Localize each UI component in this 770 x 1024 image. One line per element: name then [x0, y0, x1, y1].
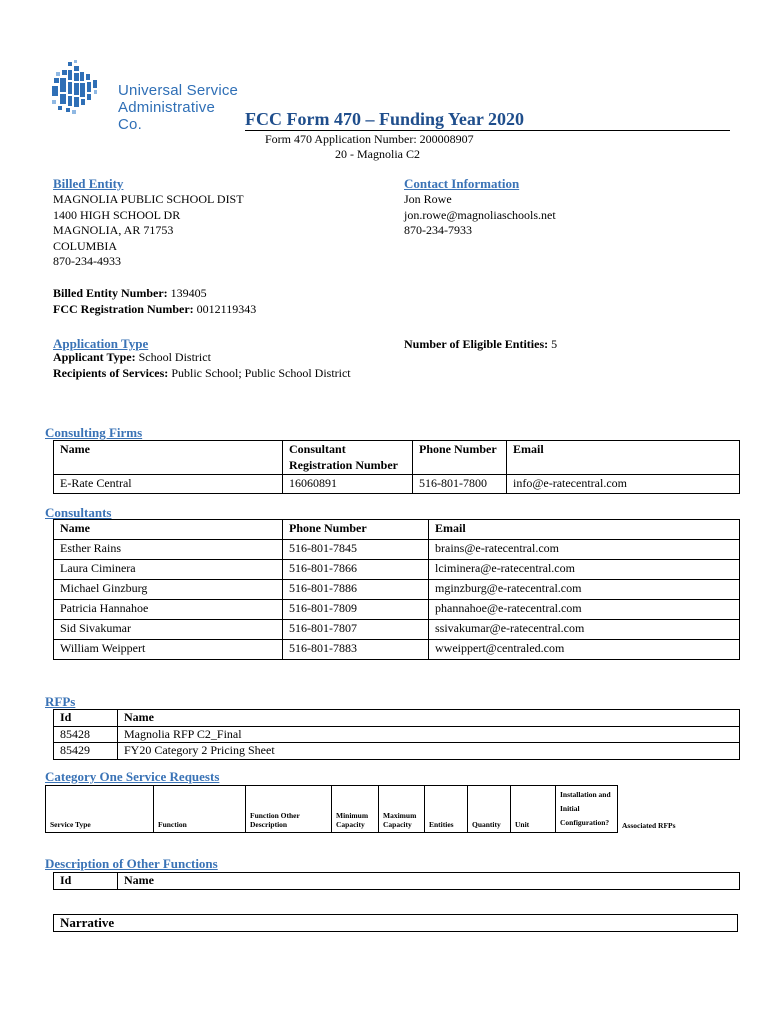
rfps-table: [53, 709, 740, 760]
narrative-section: [53, 914, 738, 932]
column-header: Id: [54, 873, 118, 890]
column-header: Phone Number: [283, 520, 429, 540]
column-header: Entities: [425, 786, 468, 833]
form-title: FCC Form 470 – Funding Year 2020: [245, 109, 524, 129]
column-header: Name: [54, 520, 283, 540]
table-cell: Magnolia RFP C2_Final: [118, 726, 740, 743]
table-header-row: [54, 710, 740, 727]
table-header-row: [46, 786, 686, 833]
table-row: [54, 640, 740, 660]
table-cell: FY20 Category 2 Pricing Sheet: [118, 743, 740, 760]
fcc-registration-value: 0012119343: [196, 301, 257, 316]
column-header: Installation and Initial Configuration?: [556, 786, 618, 833]
table-cell: 85429: [54, 743, 118, 760]
application-nickname: 20 - Magnolia C2: [335, 147, 420, 161]
table-cell: 516-801-7866: [283, 560, 429, 580]
table-cell: 85428: [54, 726, 118, 743]
table-cell: wweippert@centraled.com: [429, 640, 740, 660]
column-header: Email: [429, 520, 740, 540]
recipients-value: Public School; Public School District: [171, 365, 351, 380]
other-functions-heading: Description of Other Functions: [45, 856, 218, 871]
fcc-registration-label: FCC Registration Number:: [53, 301, 194, 316]
category-one-table: [45, 785, 685, 833]
contact-info-heading: Contact Information: [404, 176, 520, 191]
table-cell: Patricia Hannahoe: [54, 600, 283, 620]
table-row: [54, 540, 740, 560]
column-header: Unit: [511, 786, 556, 833]
table-cell: 516-801-7883: [283, 640, 429, 660]
consultants-table: [53, 519, 740, 660]
narrative-heading: Narrative: [60, 915, 115, 930]
billed-entity-heading: Billed Entity: [53, 176, 124, 191]
table-cell: 516-801-7845: [283, 540, 429, 560]
table-cell: Sid Sivakumar: [54, 620, 283, 640]
usac-logo-mark-icon: [50, 60, 114, 122]
column-header: Minimum Capacity: [332, 786, 379, 833]
consulting-firms-table: [53, 440, 740, 494]
billed-entity-line: 870-234-4933: [53, 254, 121, 268]
column-header: Name: [118, 710, 740, 727]
application-type-heading: Application Type: [53, 336, 149, 351]
table-cell: info@e-ratecentral.com: [507, 475, 740, 494]
applicant-type: [53, 350, 351, 366]
table-cell: Laura Ciminera: [54, 560, 283, 580]
contact-email: jon.rowe@magnoliaschools.net: [404, 207, 556, 222]
application-type-details: [53, 350, 351, 381]
column-header: Function: [154, 786, 246, 833]
eligible-entities-value: 5: [551, 337, 558, 351]
table-cell: Michael Ginzburg: [54, 580, 283, 600]
column-header: Service Type: [46, 786, 154, 833]
column-header: Function Other Description: [246, 786, 332, 833]
applicant-type-value: School District: [138, 350, 211, 364]
billed-entity-line: MAGNOLIA PUBLIC SCHOOL DIST: [53, 192, 244, 206]
contact-phone: 870-234-7933: [404, 223, 472, 237]
table-cell: E-Rate Central: [54, 475, 283, 494]
table-row: [54, 560, 740, 580]
consulting-firms-heading: Consulting Firms: [45, 425, 143, 440]
billed-entity-number: [53, 286, 256, 302]
table-cell: 516-801-7886: [283, 580, 429, 600]
billed-entity-line: 1400 HIGH SCHOOL DR: [53, 207, 181, 222]
table-cell: brains@e-ratecentral.com: [429, 540, 740, 560]
logo-line-1: Universal Service: [118, 82, 239, 99]
billed-entity-line: MAGNOLIA, AR 71753: [53, 223, 174, 237]
table-row: [54, 620, 740, 640]
table-cell: mginzburg@e-ratecentral.com: [429, 580, 740, 600]
table-row: [54, 726, 740, 743]
column-header: Consultant Registration Number: [283, 441, 413, 475]
table-cell: 516-801-7800: [413, 475, 507, 494]
applicant-type-label: Applicant Type:: [53, 350, 136, 364]
billed-entity-number-value: 139405: [170, 286, 207, 300]
column-header: Associated RFPs: [622, 820, 676, 830]
table-header-row: [54, 441, 740, 475]
billed-entity-line: COLUMBIA: [53, 238, 118, 253]
table-cell: William Weippert: [54, 640, 283, 660]
table-cell: 516-801-7809: [283, 600, 429, 620]
table-row: [54, 475, 740, 494]
title-divider: [245, 130, 730, 131]
fcc-registration-number: [53, 302, 256, 318]
recipients-label: Recipients of Services:: [53, 365, 169, 380]
table-cell: 16060891: [283, 475, 413, 494]
usac-logo: [50, 60, 240, 133]
column-header: Maximum Capacity: [379, 786, 425, 833]
column-header: Name: [118, 873, 740, 890]
entity-numbers: [53, 286, 256, 317]
column-header: Email: [507, 441, 740, 475]
billed-entity-number-label: Billed Entity Number:: [53, 286, 168, 300]
application-number: Form 470 Application Number: 200008907: [265, 132, 474, 146]
category-one-heading: Category One Service Requests: [45, 769, 220, 784]
rfps-heading: RFPs: [45, 694, 76, 709]
table-cell: lciminera@e-ratecentral.com: [429, 560, 740, 580]
table-row: [54, 743, 740, 760]
column-header: Name: [54, 441, 283, 475]
table-cell: 516-801-7807: [283, 620, 429, 640]
table-cell: phannahoe@e-ratecentral.com: [429, 600, 740, 620]
usac-logo-text: [118, 82, 240, 133]
consultants-heading: Consultants: [45, 505, 112, 520]
eligible-entities: [404, 337, 557, 353]
other-functions-table: [53, 872, 740, 890]
eligible-entities-label: Number of Eligible Entities:: [404, 337, 549, 351]
column-header: Id: [54, 710, 118, 727]
table-row: [54, 600, 740, 620]
table-header-row: [54, 520, 740, 540]
column-header: Quantity: [468, 786, 511, 833]
table-row: [54, 580, 740, 600]
contact-name: Jon Rowe: [404, 192, 452, 206]
table-cell: ssivakumar@e-ratecentral.com: [429, 620, 740, 640]
table-cell: Esther Rains: [54, 540, 283, 560]
column-header: Phone Number: [413, 441, 507, 475]
recipients-of-services: [53, 366, 351, 382]
contact-info: [404, 192, 556, 239]
billed-entity-address: [53, 192, 244, 270]
table-header-row: [54, 873, 740, 890]
logo-line-2: Administrative Co.: [118, 99, 215, 133]
